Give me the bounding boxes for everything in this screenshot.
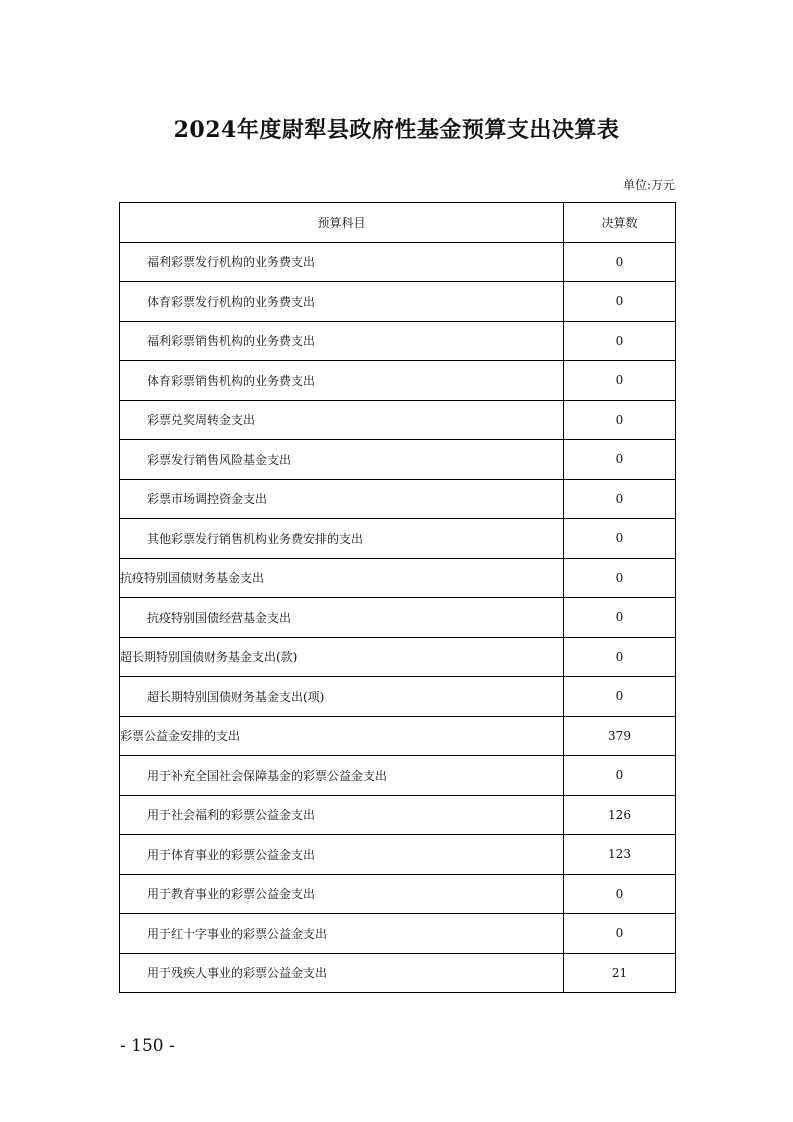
row-value: 0 (564, 637, 676, 677)
table-row (120, 598, 676, 638)
table-row (120, 914, 676, 954)
table-row (120, 321, 676, 361)
row-value: 21 (564, 953, 676, 993)
row-label: 抗疫特别国债经营基金支出 (120, 598, 564, 638)
row-label: 彩票兑奖周转金支出 (120, 400, 564, 440)
table-row (120, 716, 676, 756)
table-row (120, 637, 676, 677)
header-item: 预算科目 (120, 203, 564, 243)
row-value: 0 (564, 519, 676, 559)
row-label: 用于教育事业的彩票公益金支出 (120, 874, 564, 914)
row-label: 用于残疾人事业的彩票公益金支出 (120, 953, 564, 993)
header-value: 决算数 (564, 203, 676, 243)
row-value: 379 (564, 716, 676, 756)
row-value: 0 (564, 321, 676, 361)
budget-table (119, 202, 676, 993)
table-row (120, 479, 676, 519)
page-number: - 150 - (120, 1036, 175, 1056)
row-label: 彩票市场调控资金支出 (120, 479, 564, 519)
row-value: 0 (564, 558, 676, 598)
table-row (120, 953, 676, 993)
table-row (120, 756, 676, 796)
row-value: 0 (564, 874, 676, 914)
row-label: 用于红十字事业的彩票公益金支出 (120, 914, 564, 954)
row-label: 体育彩票销售机构的业务费支出 (120, 361, 564, 401)
page-title: 2024年度尉犁县政府性基金预算支出决算表 (173, 117, 620, 143)
row-value: 0 (564, 479, 676, 519)
table-row (120, 677, 676, 717)
row-label: 其他彩票发行销售机构业务费安排的支出 (120, 519, 564, 559)
row-label: 体育彩票发行机构的业务费支出 (120, 282, 564, 322)
table-row (120, 558, 676, 598)
table-row (120, 795, 676, 835)
row-value: 0 (564, 756, 676, 796)
table-row (120, 361, 676, 401)
table-row (120, 242, 676, 282)
row-value: 0 (564, 400, 676, 440)
table-row (120, 835, 676, 875)
row-value: 0 (564, 598, 676, 638)
row-value: 0 (564, 914, 676, 954)
row-label: 超长期特别国债财务基金支出(款) (120, 637, 564, 677)
row-label: 福利彩票发行机构的业务费支出 (120, 242, 564, 282)
row-label: 用于补充全国社会保障基金的彩票公益金支出 (120, 756, 564, 796)
row-label: 福利彩票销售机构的业务费支出 (120, 321, 564, 361)
row-value: 0 (564, 440, 676, 480)
unit-label: 单位:万元 (622, 178, 675, 192)
row-label: 用于体育事业的彩票公益金支出 (120, 835, 564, 875)
row-label: 彩票公益金安排的支出 (120, 716, 564, 756)
table-row (120, 400, 676, 440)
table-row (120, 440, 676, 480)
row-label: 抗疫特别国债财务基金支出 (120, 558, 564, 598)
row-value: 0 (564, 282, 676, 322)
table-header-row (120, 203, 676, 243)
row-label: 超长期特别国债财务基金支出(项) (120, 677, 564, 717)
row-label: 彩票发行销售风险基金支出 (120, 440, 564, 480)
table-row (120, 874, 676, 914)
table-body (120, 242, 676, 993)
row-value: 123 (564, 835, 676, 875)
row-value: 0 (564, 242, 676, 282)
row-label: 用于社会福利的彩票公益金支出 (120, 795, 564, 835)
row-value: 126 (564, 795, 676, 835)
table-row (120, 282, 676, 322)
row-value: 0 (564, 677, 676, 717)
table-row (120, 519, 676, 559)
row-value: 0 (564, 361, 676, 401)
